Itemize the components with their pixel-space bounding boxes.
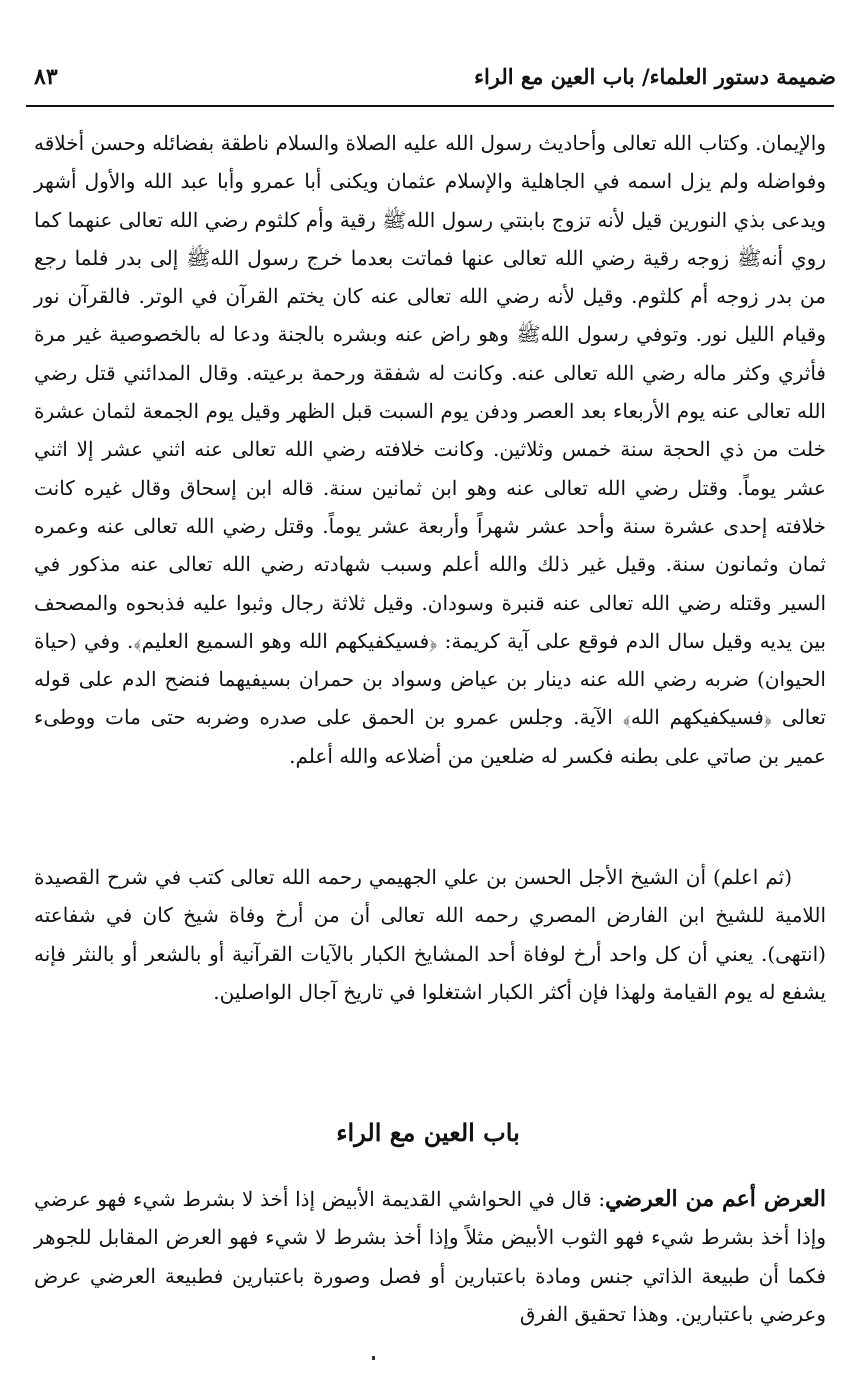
section-heading: باب العين مع الراء: [336, 1118, 520, 1147]
entry-definition: : قال في الحواشي القديمة الأبيض إذا أخذ لا بشرط شيء فهو عرضي وإذا أخذ بشرط شيء فهو الثوب الأبيض مثلاً وإذا أخذ بشرط لا شيء فهو العرض المقابل للجوهر فكما أن طبيعة الذاتي جنس ومادة باعتبارين أو فصل وصورة باعتبارين فطبيعة العرضي عرض وعرضي باعتبارين. وهذا تحقيق الفرق: [34, 1187, 826, 1326]
paragraph-accident-entry: [34, 1180, 826, 1333]
page-header: [28, 58, 836, 102]
paragraph-uthman-biography: والإيمان. وكتاب الله تعالى وأحاديث رسول الله عليه الصلاة والسلام ناطقة بفضائله وحسن أخلاقه وفواضله ولم يزل اسمه في الجاهلية والإسلام عثمان ويكنى أبا عمرو وأبا عبد الله والأول أشهر ويدعى بذي النورين قيل لأنه تزوج بابنتي رسول اللهﷺ رقية وأم كلثوم رضي الله تعالى عنهما كما روي أنهﷺ زوجه رقية رضي الله تعالى عنها فماتت بعدما خرج رسول اللهﷺ إلى بدر فلما رجع من بدر زوجه أم كلثوم. وقيل لأنه رضي الله تعالى عنه كان يختم القرآن في الوتر. فالقرآن نور وقيام الليل نور. وتوفي رسول اللهﷺ وهو راض عنه وبشره بالجنة ودعا له بالخصوصية غير مرة فأثري وكثر ماله رضي الله تعالى عنه. وكانت له شفقة ورحمة برعيته. وقال المدائني قتل رضي الله تعالى عنه يوم الأربعاء بعد العصر ودفن يوم السبت قبل الظهر وقيل يوم الجمعة لثمان عشرة خلت من ذي الحجة سنة خمس وثلاثين. وكانت خلافته رضي الله تعالى عنه اثني عشر إلا اثني عشر يوماً. وقتل رضي الله تعالى عنه وهو ابن ثمانين سنة. قاله ابن إسحاق وقال غيره كانت خلافته إحدى عشرة سنة وأحد عشر شهراً وأربعة عشر يوماً. وقتل رضي الله تعالى عنه وعمره ثمان وثمانون سنة. وقيل غير ذلك والله أعلم وسبب شهادته رضي الله تعالى عنه مذكور في السير وقتله رضي الله تعالى عنه قنبرة وسودان. وقيل ثلاثة رجال وثبوا عليه فذبحوه والمصحف بين يديه وقيل سال الدم فوقع على آية كريمة: ﴿فسيكفيكهم الله وهو السميع العليم﴾. وفي (حياة الحيوان) ضربه رضي الله عنه دينار بن عياض وسواد بن حمران بسيفيهما فنضح الدم على قوله تعالى ﴿فسيكفيكهم الله﴾ الآية. وجلس عمرو بن الحمق على صدره وضربه حتى مات ووطىء عمير بن صاتي على بطنه فكسر له ضلعين من أضلاعه والله أعلم.: [34, 131, 827, 768]
header-rule: [26, 105, 834, 107]
page-number: ٨٣: [34, 64, 58, 90]
entry-term: العرض أعم من العرضي: [605, 1186, 827, 1212]
paragraph-dating-deaths: [34, 858, 826, 1011]
running-title: ضميمة دستور العلماء/ باب العين مع الراء: [474, 64, 836, 89]
scan-speck: [372, 1356, 375, 1360]
paragraph-dating-deaths-text: (ثم اعلم) أن الشيخ الأجل الحسن بن علي الجهيمي رحمه الله تعالى كتب في شرح القصيدة اللامية للشيخ ابن الفارض المصري رحمه الله تعالى أن من أرخ وفاة شيخ كان في شفاعته (انتهى). يعني أن كل واحد أرخ لوفاة أحد المشايخ الكبار بالآيات القرآنية أو بالشعر أو بالنثر فإنه يشفع له يوم القيامة ولهذا فإن أكثر الكبار اشتغلوا في تاريخ آجال الواصلين.: [34, 865, 826, 1004]
